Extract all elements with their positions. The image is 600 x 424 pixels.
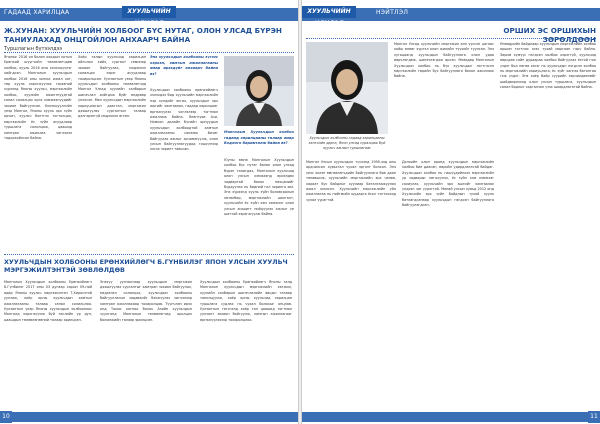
- left-masthead-logo: ХУУЛЬЧИЙН ИЛЧЛЭЛ: [122, 6, 176, 18]
- article-column-3: Хуульчдын холбооны ерөнхийлөгч хэлэхдээ бид хуульчийн мэргэжлийн нэр хүндийг өсгөх, хуульчдын эрх ашгийг хамгаалах, гадаад харилцааг өргөжүүлэх чиглэлээр тогтмол ажиллаж байна. Ялангуяа Ази, Номхон далайн бүсийн орнуудын хуульчдын холбоодтой хамтын ажиллагааны санамж бичиг байгуулах ажлыг эрчимжүүлж, олон улсын байгууллагуудад гишүүнээр элсэх зорилт тавьсан.: [150, 88, 218, 152]
- left-page-number: 10: [0, 411, 12, 423]
- right-section-label: НЭЙТЛЭЛ: [376, 9, 409, 16]
- bottom-column-3: Хуульчдын холбооны Ерөнхийлөгч Японы талд Монголын хуульчдын мэргэжлийн хөгжил, хуулийн салбарын шинэчлэлийн явцын талаар танилцуулж, хоёр орны хуульчид харилцан туршлага судлах нь чухал болохыг онцлов. Уулзалтын төгсгөлд хоёр тал цаашид тогтмол уулзалт зохион байгуулж, хамтын ажиллагааг өргөжүүлэхээр тохиролцлоо.: [200, 280, 292, 322]
- left-bottom-article-title: ХУУЛЬЧДЫН ХОЛБООНЫ ЕРӨНХИЙЛӨГЧ Б.ГҮНБИЛЭГ ЯПОН УЛСЫН ХУУЛЬЧ МЭРГЭЖИЛТЭНТЭЙ ЗӨВЛӨЛДӨВ: [4, 258, 288, 274]
- article-subhead-2: Монголын Хуульчдын холбоо гадаад харилцааны талаар ямар бодлого баримталж байна вэ?: [224, 130, 294, 145]
- divider: [4, 52, 294, 53]
- portrait-photo: [224, 56, 294, 126]
- author-photo: [306, 42, 388, 134]
- left-top-article-title: Ж.ХУНАН: ХУУЛЬЧИЙН ХОЛБООГ БҮС НУТАГ, ОЛОН УЛСАД БҮРЭН ТАНИУЛАХАД ОНЦГОЙЛОН АНХААРЧ БАЙНА: [4, 26, 282, 44]
- left-footer-bar: [0, 412, 298, 422]
- article-column-1: Японыг 2016 он болон охидын хотын Ерөнхий шүүгчийн төлөөлөгчдөө холбоо, хууль 2016 оны хэлэлцүүлэг хийгдсэн. Монголын хуульчдын холбоо 2016 оны эхнээс ижил хот, төр хууль хэрэгжүүлэх гэрээний хүрээнд Японы хуульч, мэргэжлийн холбоо, хуулийн ажилтнуудтай санал солилцох арга хэмжээнүүдийг зохион байгуулсан. Хэлэлцүүлгийн үеэр Монгол, Японы хууль эрх зүйн орчин, хуульч бэлтгэх тогтолцоо, мэргэжлийн ёс зүйн асуудлаар туршлага солилцож, цаашид хамтран ажиллах чиглэлээ тодорхойлсон байна.: [4, 55, 72, 141]
- divider: [4, 254, 294, 255]
- bottom-column-2: Энэхүү уулзалтаар хуульчдын мэргэжил дээшлүүлэх сургалтыг хамтран зохион байгуулах, мэдээлэл солилцох, хуульчдын холбооны байгууллагын чадавхийг бэхжүүлэх чиглэлээр хамтран ажиллахаар тохиролцов. Түүнчлэн ирэх онд Токио хотноо болох Азийн хуульчдын чуулганд Монголын төлөөлөгчид оролцох боломжийн талаар ярилцсан.: [100, 280, 192, 322]
- right-masthead-logo: ХУУЛЬЧИЙН ИЛЧЛЭЛ: [302, 6, 356, 18]
- right-page-number: 11: [588, 411, 600, 423]
- right-column-2: Дэлхийн олон оронд хуульчдын мэргэжлийн холбоо бие даасан, өөрийн удирдлагатай байдаг. Хуульчдын холбоо нь гишүүдийнхээ мэргэжлийн ур чадварыг хөгжүүлэх, ёс зүйн хэм хэмжээг сахиулах, хуульчийн эрх ашгийг хамгаалах үндсэн чиг үүрэгтэй. Манай улсын хувьд 2012 онд Хуульчийн эрх зүйн байдлын тухай хууль батлагдсанаар хуульчдын нэгдсэн байгууллага байгуулагдсан.: [402, 160, 494, 208]
- left-section-label: ГАДААД ХАРИЛЦАА: [4, 9, 70, 16]
- left-page: [0, 0, 298, 424]
- bottom-column-1: Монголын Хуульчдын холбооны Ерөнхийлөгч Б.Гүнбилэг 2017 оны 03 дугаар сарын 09-ний өдөр Японы хуульч мэргэжилтэн Т.Хиросэтэй уулзаж, хоёр орны хуульчдын хамтын ажиллагааны талаар санал солилцлоо. Уулзалтын үеэр Японы хуульчдын холбооноос Монголд хэрэгжүүлж буй төслийн үр дүн, цаашдын төлөвлөгөөний талаар ярилцсан.: [4, 280, 92, 322]
- right-column-3: Өнөөдрийн байдлаар хуульчдын мэргэжлийн холбоо оршин тогтнох эсэх тухай маргаан гарч байна. Зарим хүмүүс нэгдсэн холбоо хэрэггүй, хуульчид өөрсдөө сайн дураараа холбоо байгуулах ёстой гэж үздэг бол нөгөө хэсэг нь хуульчдын нэгдсэн холбоо нь мэргэжлийн хариуцлага, ёс зүйг хангах баталгаа гэж үздэг. Энэ хоёр байр суурийн зөрчилдөөнийг шийдвэрлэхэд олон улсын туршлага, хуульчдын санал бодлыг харгалзан үзэх шаардлагатай байна.: [500, 42, 596, 90]
- right-column-1b: Монгол Улсын хуульчдын түүхэнд 1990-ээд оны ардчилсан хувьсгал чухал эргэлт болсон. Энэ үеэс эхлэн өмгөөлөгчдийн байгууллага бие даан төлөвшиж, хуульчийн мэргэжлийн эрх чөлөө, хараат бус байдлыг хуулиар баталгаажуулах ажил эхэлсэн. Хуульчийн мэргэжлийн үйл ажиллагаа нь нийгмийн шударга ёсыг тогтооход чухал үүрэгтэй.: [306, 160, 396, 202]
- author-illustration: [306, 42, 388, 134]
- right-column-1a: Монгол Улсад хуульчийн мэргэжил анх үүссэн цагаас хойш өнөөг хүртэл олон жилийн түүхийг туулсан. Энэ хугацаанд хуульчдын байгууллага олон удаа өөрчлөгдөж, шинэчлэгдэж ирсэн. Өнөөдөр Монголын Хуульчдын холбоо нь бүх хуульчдыг нэгтгэсэн мэргэжлийн төрийн бус байгууллага болон ажиллаж байна.: [394, 42, 494, 79]
- right-page: [302, 0, 600, 424]
- right-footer-bar: [302, 412, 600, 422]
- author-photo-caption: Хуульчдын холбооны гадаад харилцааны хэлтсийн дарга, Япон улсад суралцаж буй хуульч ажлын туршлагаас: [308, 136, 386, 150]
- article-column-2: Хоёр талын хуульчид харилцан айлчлал хийх, сургалт семинар зохион байгуулах, мэдээлэл солилцох зэрэг асуудлаар тохиролцсон. Уулзалтын үеэр Японы хуульчдын холбооны төлөөлөгчид Монгол Улсад хуулийн салбарын шинэчлэл хийгдэж буйг өндрөөр үнэлсэн. Мөн хуульчдын мэргэжлийн хариуцлагын даатгал, мэргэжил дээшлүүлэх сургалтын талаар дэлгэрэнгүй мэдээлэл өгсөн.: [78, 55, 146, 119]
- article-subhead: Энэ хуульчдын холбооны зүгээс хэрхэн, хамтын ажиллагааны ямар ирээдүйг анхаарч байна вэ?: [150, 55, 218, 76]
- left-top-article-byline: Туршлагын бүтээлдээ: [4, 46, 63, 52]
- portrait-illustration: [224, 56, 294, 126]
- article-column-4: Юуны өмнө Монголын Хуульчдын холбоо бүс нутаг болон олон улсад бүрэн танигдах, Монголын хуульчид олон улсын хэмжээнд өрсөлдөх чадвартай болох нөхцөлийг бүрдүүлэх нь бидний гол зорилго юм. Энэ хүрээнд хууль зүйн боловсролын хөтөлбөр, мэргэжлийн шалгалт, хуульчийн ёс зүйн хэм хэмжээг олон улсын жишигт нийцүүлэх ажлыг үе шаттай хэрэгжүүлж байна.: [224, 158, 294, 217]
- divider: [306, 38, 596, 39]
- right-article-title: ОРШИХ ЭС ОРШИХЫН ЗӨРӨЛДӨӨН: [503, 26, 596, 44]
